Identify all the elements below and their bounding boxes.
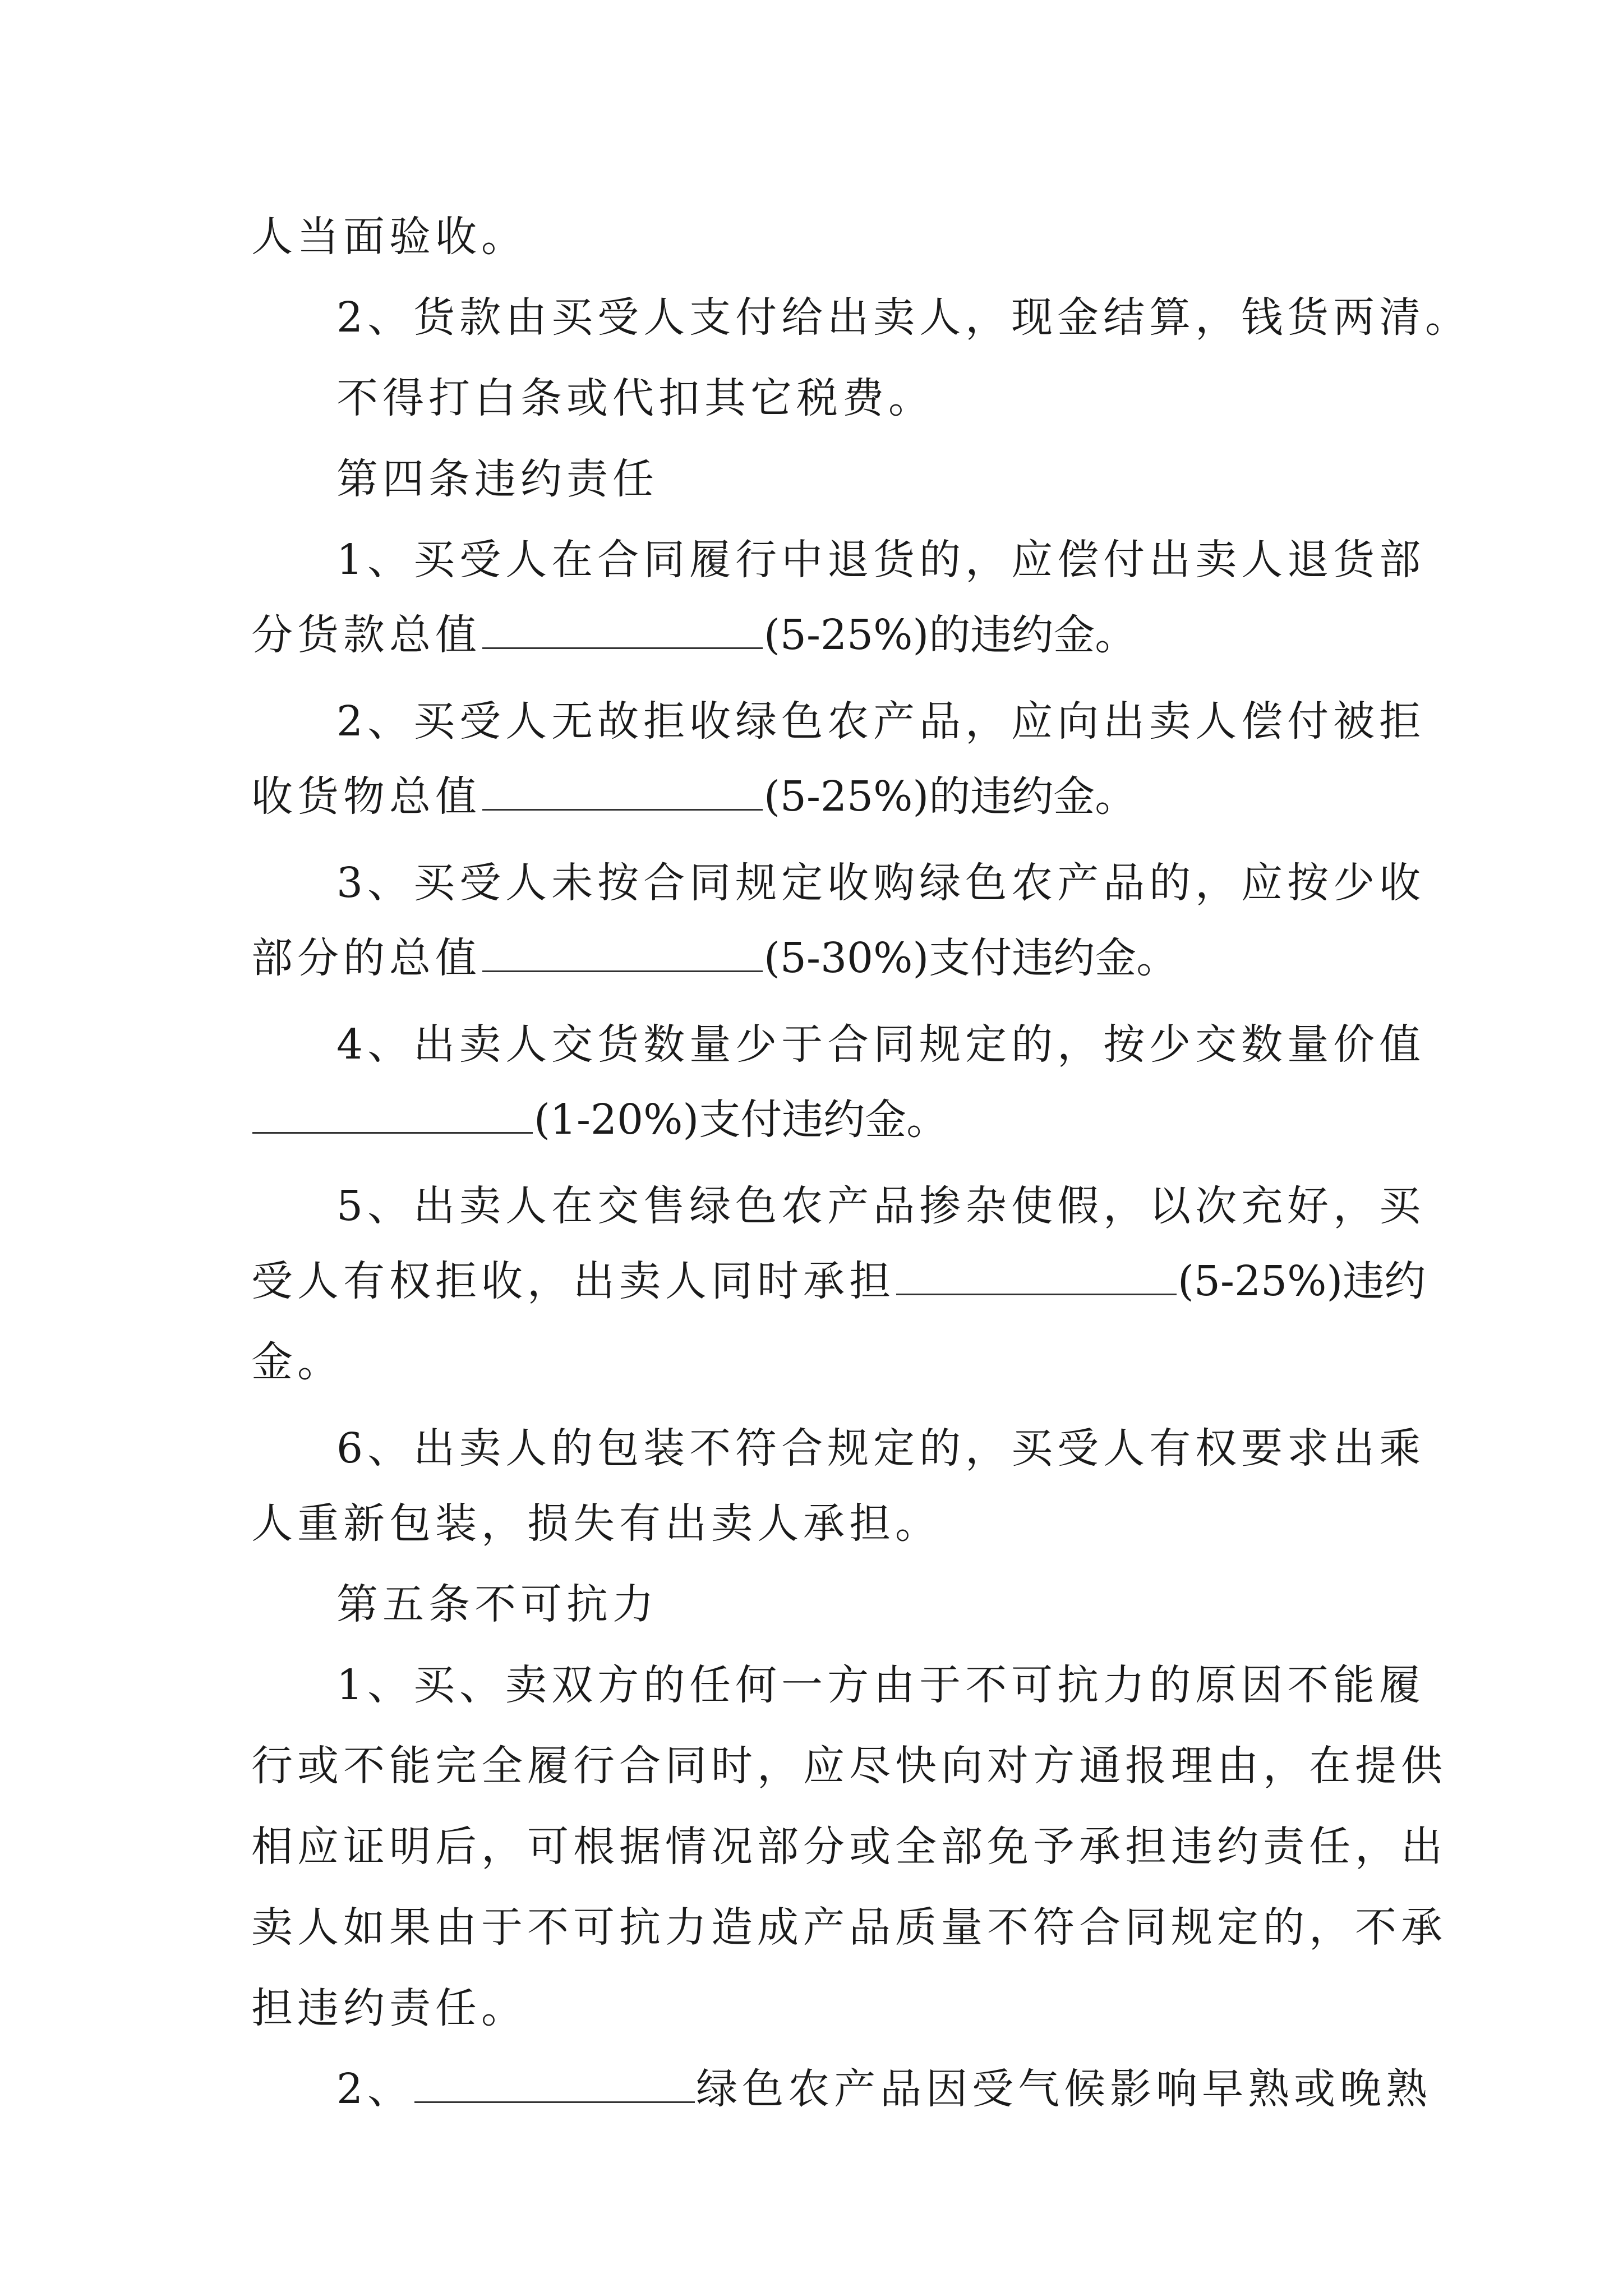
text-line: 相应证明后，可根据情况部分或全部免予承担违约责任，出 [251, 1823, 1447, 1871]
line-text-after: (5-30%)支付违约金。 [764, 934, 1178, 982]
line-text-after: (5-25%)违约 [1178, 1257, 1426, 1305]
section-heading: 第五条不可抗力 [336, 1580, 658, 1628]
line-text-before: 2、 [336, 2065, 414, 2113]
text-line: 3、买受人未按合同规定收购绿色农产品的，应按少收 [336, 859, 1426, 907]
text-line: 2、货款由买受人支付给出卖人，现金结算，钱货两清。 [336, 293, 1472, 342]
line-text-after: (5-25%)的违约金。 [764, 611, 1137, 659]
text-line: 卖人如果由于不可抗力造成产品质量不符合同规定的，不承 [251, 1903, 1447, 1952]
text-line: 人当面验收。 [251, 213, 527, 261]
line-text-before: 受人有权拒收，出卖人同时承担 [251, 1257, 895, 1305]
fill-in-blank [896, 1261, 1177, 1295]
text-line: 1、买、卖双方的任何一方由于不可抗力的原因不能履 [336, 1661, 1426, 1709]
text-line: 不得打白条或代扣其它税费。 [336, 374, 934, 422]
text-line: 5、出卖人在交售绿色农产品掺杂使假，以次充好，买 [336, 1182, 1426, 1230]
text-line: 1、买受人在合同履行中退货的，应偿付出卖人退货部 [336, 536, 1426, 584]
fill-in-blank [482, 938, 763, 972]
fill-in-blank [482, 776, 763, 811]
text-line: 人重新包装，损失有出卖人承担。 [251, 1499, 941, 1548]
line-text-before: 分货款总值 [251, 611, 481, 659]
line-text-before: 收货物总值 [251, 772, 481, 821]
text-line: 担违约责任。 [251, 1984, 527, 2032]
text-line-with-blank [251, 1253, 1426, 1309]
section-heading: 第四条违约责任 [336, 455, 658, 503]
text-line-with-blank [251, 1092, 948, 1148]
line-text-after: 绿色农产品因受气候影响早熟或晚熟 [696, 2065, 1432, 2113]
text-line: 4、出卖人交货数量少于合同规定的，按少交数量价值 [336, 1020, 1426, 1069]
text-line-with-blank [251, 930, 1178, 986]
text-line-with-blank [251, 607, 1136, 663]
text-line-with-blank [336, 2061, 1432, 2117]
text-line: 6、出卖人的包装不符合规定的，买受人有权要求出乘 [336, 1424, 1426, 1473]
text-line: 金。 [251, 1338, 343, 1386]
text-line: 行或不能完全履行合同时，应尽快向对方通报理由，在提供 [251, 1742, 1447, 1790]
line-text-before: 部分的总值 [251, 934, 481, 982]
fill-in-blank [482, 615, 763, 649]
fill-in-blank [252, 1099, 533, 1134]
text-line-with-blank [251, 769, 1136, 825]
line-text-after: (5-25%)的违约金。 [764, 772, 1137, 821]
text-line: 2、买受人无故拒收绿色农产品，应向出卖人偿付被拒 [336, 697, 1426, 746]
line-text-after: (1-20%)支付违约金。 [534, 1096, 948, 1144]
fill-in-blank [414, 2069, 695, 2103]
